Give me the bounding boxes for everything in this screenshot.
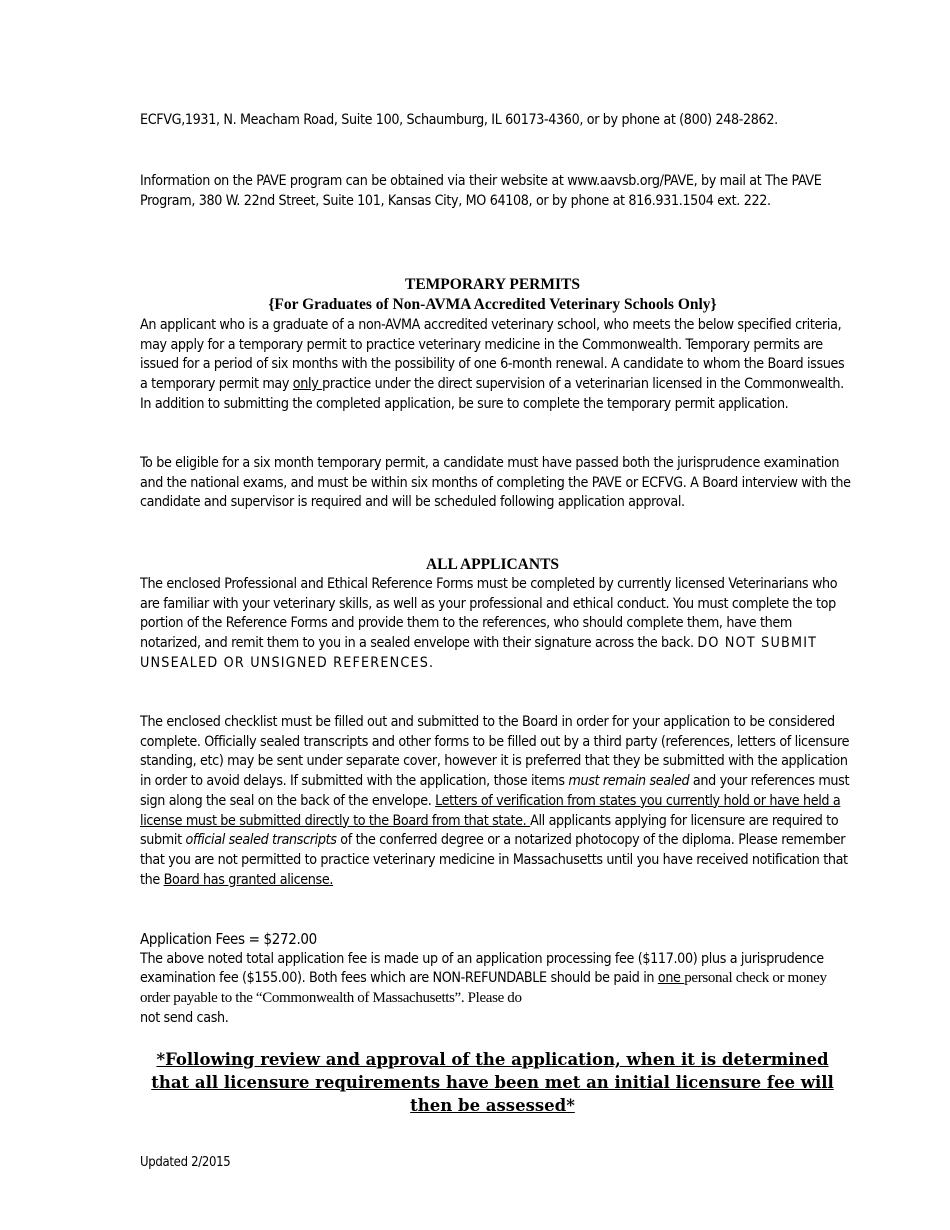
fees-text-c: not send cash.	[140, 1009, 229, 1026]
tp-p1-before: An applicant who is a graduate of a non-AVMA accredited veterinary school, who meets the below specified criteria, may apply for a temporary permit to practice veterinary medicine in the Commonwealth. Temporary permits are issued for a period of six months with the possibility of one 6-month renewal. A candidate to whom the Board issues a temporary permit may	[140, 317, 845, 393]
aa-p2-d: of the conferred degree or a notarized photocopy of the diploma. Please remember that you are not permitted to practice veterinary medicine in Massachusetts until you have received notification that the	[140, 832, 848, 888]
fees-heading: Application Fees = $272.00	[140, 930, 317, 948]
all-applicants-paragraph-1	[140, 575, 855, 674]
tp-p1-only: only	[292, 376, 323, 393]
fees-one: one	[657, 970, 685, 987]
aa-p2-underline2: Board has granted alicense.	[163, 871, 334, 888]
aa-p2-b: and your references must sign along the seal on the back of the envelope.	[140, 773, 850, 809]
aa-p1: The enclosed Professional and Ethical Reference Forms must be completed by currently licensed Veterinarians who are familiar with your veterinary skills, as well as your professional and ethical conduct. You must complete the top portion of the Reference Forms and provide them to the references, who should complete them, have them notarized, and remit them to you in a sealed envelope with their signature across the back.	[140, 576, 838, 652]
all-applicants-title: ALL APPLICANTS	[425, 556, 560, 573]
temporary-permits-paragraph-1	[140, 316, 855, 415]
temporary-permits-subtitle: {For Graduates of Non-AVMA Accredited Veterinary Schools Only}	[268, 296, 717, 313]
ecfvg-line: ECFVG,1931, N. Meacham Road, Suite 100, Schaumburg, IL 60173-4360, or by phone at (800) 248-2862.	[140, 112, 778, 128]
pave-info-text: Information on the PAVE program can be obtained via their website at www.aavsb.org/PAVE, by mail at The PAVE Program, 380 W. 22nd Street, Suite 101, Kansas City, MO 64108, or by phone at 816.931.1504 ext. 222.	[140, 173, 822, 209]
application-fees	[140, 930, 855, 1029]
aa-p2-underline: Letters of verification from states you currently hold or have held a license must be submitted directly to the Board from that state.	[140, 792, 841, 829]
tp-p2: To be eligible for a six month temporary permit, a candidate must have passed both the jurisprudence examination and the national exams, and must be within six months of completing the PAVE or ECFVG. A Board interview with the candidate and supervisor is required and will be scheduled following application approval.	[140, 455, 851, 511]
fees-text-b: personal check or money order payable to the “Commonwealth of Massachusetts”. Please do	[140, 970, 827, 1007]
aa-p2-italic: must remain sealed	[568, 773, 690, 790]
fees-text-a: The above noted total application fee is made up of an application processing fee ($117.00) plus a jurisprudence examination fee ($155.00). Both fees which are NON-REFUNDABLE should be paid in	[140, 950, 824, 987]
aa-p1-caps: DO NOT SUBMIT UNSEALED OR UNSIGNED REFERENCES.	[140, 635, 818, 671]
all-applicants-paragraph-2	[140, 713, 855, 890]
updated-date: Updated 2/2015	[140, 1155, 231, 1170]
ecfvg-contact	[140, 111, 855, 131]
temporary-permits-title: TEMPORARY PERMITS	[405, 276, 580, 293]
final-notice: *Following review and approval of the application, when it is determined that all licensure requirements have been met an initial licensure fee will then be assessed*	[151, 1050, 834, 1115]
tp-p1-after: practice under the direct supervision of a veterinarian licensed in the Commonwealth. In addition to submitting the completed application, be sure to complete the temporary permit application.	[140, 376, 844, 412]
temporary-permits-paragraph-2	[140, 454, 855, 513]
aa-p2-a: The enclosed checklist must be filled out and submitted to the Board in order for your application to be considered complete. Officially sealed transcripts and other forms to be filled out by a third party (references, letters of licensure standing, etc) may be sent under separate cover, however it is preferred that they be submitted with the application in order to avoid delays. If submitted with the application, those items	[140, 714, 850, 790]
aa-p2-c: All applicants applying for licensure are required to submit	[140, 812, 839, 849]
pave-info	[140, 172, 855, 211]
aa-p2-italic2: official sealed transcripts	[185, 832, 337, 849]
